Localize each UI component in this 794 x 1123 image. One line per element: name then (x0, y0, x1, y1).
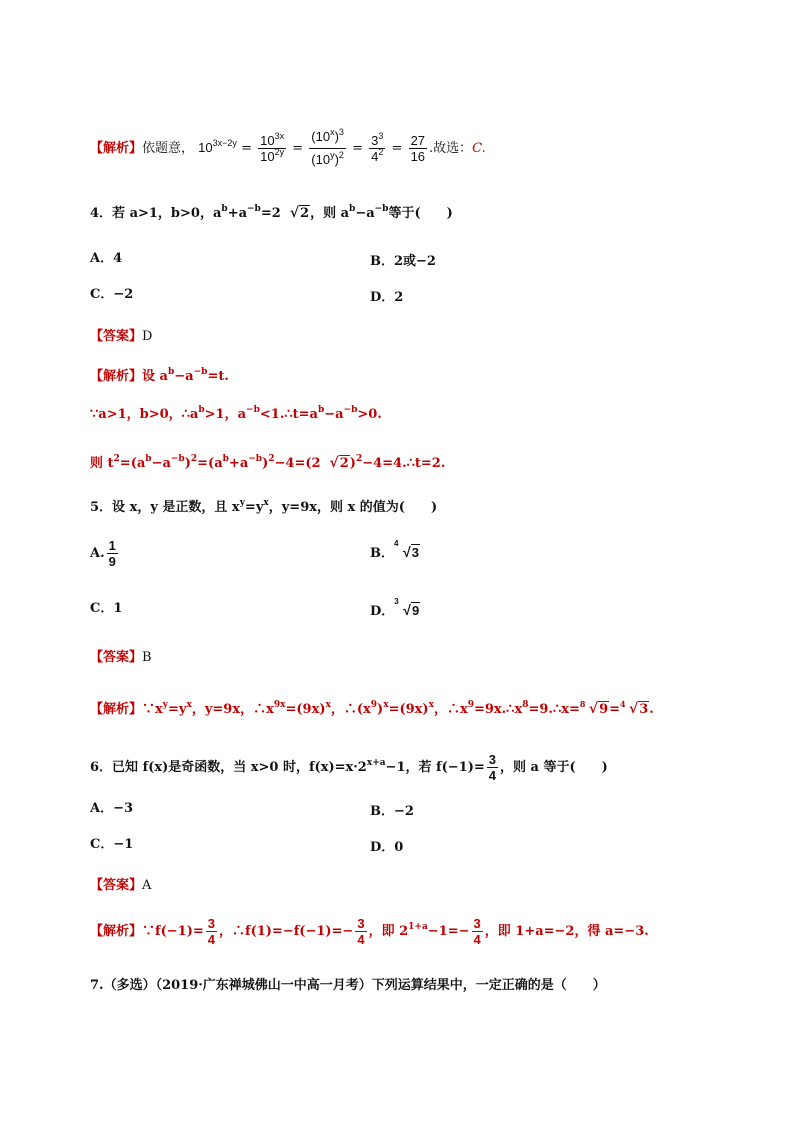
fraction: $\frac{3}{4}$ (473, 916, 481, 947)
q5-option-c: C．1 (90, 601, 123, 616)
q4-option-d: D．2 (370, 290, 404, 305)
radical: 4 √3 (620, 699, 649, 717)
radical: 4 √3 (394, 539, 419, 560)
q5-answer: 【答案】B (90, 650, 152, 665)
fraction: $\frac{10^{3x}}{10^{2y}}$ (260, 131, 285, 164)
fraction: $\frac{3}{4}$ (357, 916, 365, 947)
q6-option-b: B．−2 (370, 804, 414, 819)
q5-analysis: 【解析】$\because x^y=y^x$，y=9x，$\therefore x^{9x}=(9x)^x$，$\therefore(x^9)^x=(9x)^x$，$\therefore x^9=9x.\therefore x^8=9.\therefore x=$ 8 √9= 4 √3. (90, 699, 654, 717)
q5-stem: 5．设 x，y 是正数，且 $x^y=y^x$，y=9x，则 x 的值为( ) (90, 498, 438, 515)
q6-option-c: C．−1 (90, 837, 134, 852)
fraction: $\frac{3}{4}$ (207, 916, 215, 947)
analysis-tag: 【解析】 (90, 141, 143, 156)
radical: √2 (289, 205, 310, 221)
q4-analysis-2: ∵a>1，b>0，$\therefore a^b>1$，$a^{-b}<1.\therefore t=a^b-a^{-b}>0$. (90, 405, 382, 422)
q6-option-a: A．−3 (90, 801, 134, 816)
q6-answer: 【答案】A (90, 878, 152, 893)
q3-analysis: 【解析】依题意， $10^{3x-2y}$ = $\frac{10^{3x}}{10^{2y}}$ = $\frac{(10^x)^3}{(10^y)^2}$ = $\frac{3^3}{4^2}$ = $\frac{27}{16}$ .故选：C. (90, 126, 486, 171)
q4-option-b: B．2或−2 (370, 254, 436, 269)
q4-analysis-3: 则 $t^2=(a^b-a^{-b})^2=(a^b+a^{-b})^2-4=(2$ √2)$^2$−4=4.∴t=2. (90, 454, 446, 471)
q4-option-c: C．−2 (90, 287, 134, 302)
q7-stem: 7.（多选）（2019·广东禅城佛山一中高一月考）下列运算结果中，一定正确的是（ ） (90, 978, 606, 993)
q4-analysis-1: 【解析】设 $a^b-a^{-b}=t$. (90, 367, 229, 384)
q6-option-d: D．0 (370, 840, 404, 855)
fraction: $\frac{(10^x)^3}{(10^y)^2}$ (311, 127, 344, 167)
radical: 8 √9 (579, 699, 609, 717)
q4-option-a: A．4 (90, 251, 123, 266)
q6-analysis: 【解析】∵f(−1)= $\frac{3}{4}$ ，∴f(1)=−f(−1)=− $\frac{3}{4}$ ，即 $2^{1+a}-1=-$ $\frac{3}{4}$ ，即 1+a=−2，得 a=−3. (90, 916, 649, 947)
q4-stem: 4．若 a>1，b>0，$a^b+a^{-b}=2$ √2，则 $a^b-a^{-b}$等于( ) (90, 204, 453, 221)
q4-answer: 【答案】D (90, 329, 153, 344)
q5-option-b: B． 4 √3 (370, 539, 419, 561)
fraction: $\frac{3^3}{4^2}$ (371, 131, 384, 164)
fraction: $\frac{1}{9}$ (108, 538, 116, 569)
radical: √2 (329, 455, 349, 471)
fraction: $\frac{3}{4}$ (488, 752, 497, 783)
q5-option-d: D． 3 √9 (370, 597, 420, 619)
fraction: $\frac{27}{16}$ (410, 133, 426, 164)
q6-stem: 6．已知 f(x)是奇函数，当 x>0 时，$f(x)=x\cdot 2^{x+a}-1$，若 f(−1)= $\frac{3}{4}$ ，则 a 等于( ) (90, 752, 608, 783)
radical: 3 √9 (394, 597, 420, 618)
q5-option-a: A. $\frac{1}{9}$ (90, 538, 116, 569)
